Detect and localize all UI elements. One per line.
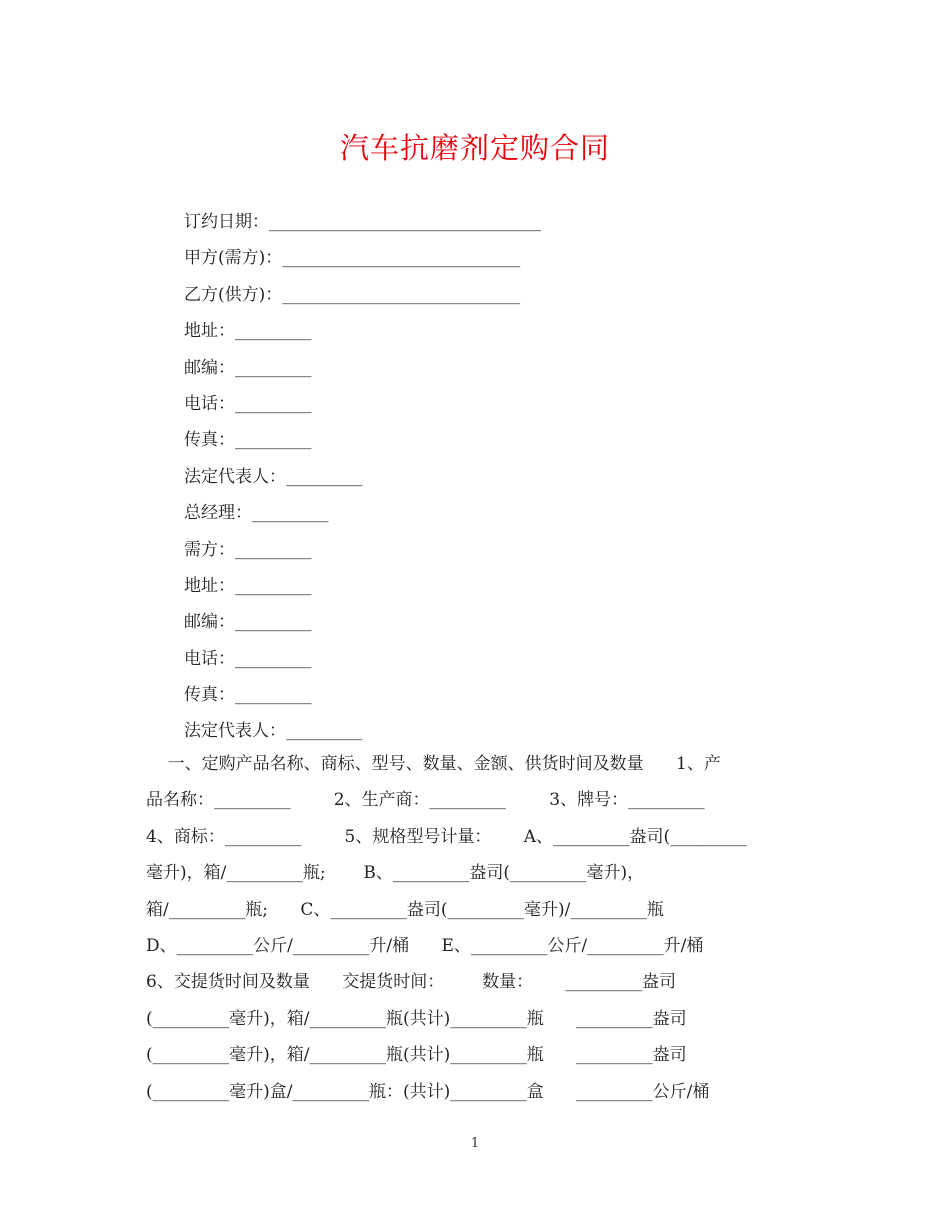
field-party-b: 乙方(供方)：____________________________ — [184, 284, 521, 305]
field-buyer-postcode: 邮编：_________ — [184, 612, 312, 633]
body-line: 箱/_________瓶; C、_________盎司(_________毫升)/_________瓶 — [146, 899, 664, 920]
body-line: 品名称：_________ 2、生产商：_________ 3、牌号：_________ — [146, 790, 705, 811]
field-legal-representative: 法定代表人：_________ — [184, 466, 363, 487]
page-number: 1 — [470, 1136, 480, 1151]
field-contract-date: 订约日期：________________________________ — [184, 212, 541, 232]
body-line: (_________毫升)，箱/_________瓶(共计)_________瓶 _________盎司 — [146, 1008, 687, 1029]
field-buyer-fax: 传真：_________ — [184, 685, 312, 706]
contract-party-fields — [184, 204, 541, 750]
field-buyer-legal-representative: 法定代表人：_________ — [184, 721, 363, 742]
field-general-manager: 总经理：_________ — [184, 503, 329, 524]
field-address: 地址：_________ — [184, 321, 312, 342]
body-line: D、_________公斤/_________升/桶 E、_________公斤/_________升/桶 — [146, 935, 704, 956]
field-buyer: 需方：_________ — [184, 539, 312, 560]
field-party-a: 甲方(需方)：____________________________ — [184, 248, 521, 269]
body-line: 毫升)，箱/_________瓶; B、_________盎司(_________毫升)， — [146, 863, 645, 884]
field-postcode: 邮编：_________ — [184, 357, 312, 378]
contract-clause-section — [146, 746, 806, 1110]
field-buyer-phone: 电话：_________ — [184, 648, 312, 669]
document-title: 汽车抗磨剂定购合同 — [339, 131, 610, 165]
field-phone: 电话：_________ — [184, 393, 312, 414]
field-buyer-address: 地址：_________ — [184, 575, 312, 596]
body-line: 一、定购产品名称、商标、型号、数量、金额、供货时间及数量 1、产 — [146, 754, 721, 774]
body-line: 6、交提货时间及数量 交提货时间： 数量： _________盎司 — [146, 972, 676, 993]
body-line: (_________毫升)，箱/_________瓶(共计)_________瓶 _________盎司 — [146, 1045, 687, 1066]
field-fax: 传真：_________ — [184, 430, 312, 451]
body-line: 4、商标：_________ 5、规格型号计量： A、_________盎司(_________ — [146, 826, 747, 847]
body-line: (_________毫升)盒/_________瓶：(共计)_________盒 _________公斤/桶 — [146, 1081, 710, 1102]
